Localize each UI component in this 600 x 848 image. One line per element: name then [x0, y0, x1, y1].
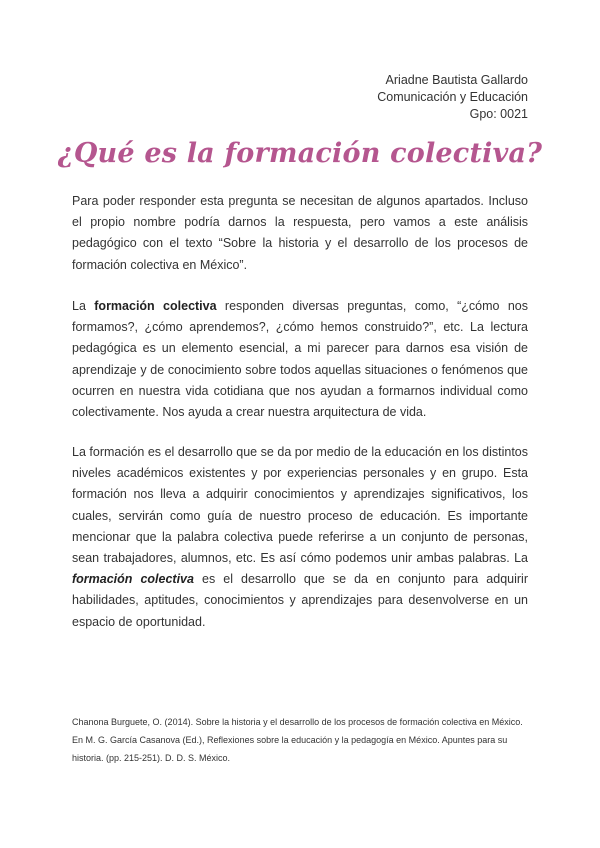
- author-name: Ariadne Bautista Gallardo: [385, 73, 528, 87]
- paragraph-text: responden diversas preguntas, como, “¿cómo nos formamos?, ¿cómo aprendemos?, ¿cómo hemos construido?”, etc. La lectura pedagógica es un elemento esencial, a mi parecer para darnos esa visión de aprendizaje y de conocimiento sobre todos aquellas situaciones o fenómenos que ocurren en nuestra vida cotidiana que nos ayudan a formarnos individual como colectivamente. Nos ayuda a crear nuestra arquitectura de vida.: [72, 299, 528, 420]
- subject-name: Comunicación y Educación: [377, 90, 528, 104]
- paragraph-definition: [72, 296, 528, 423]
- paragraph-intro: Para poder responder esta pregunta se necesitan de algunos apartados. Incluso el propio nombre podría darnos la respuesta, pero vamos a este análisis pedagógico con el texto “Sobre la historia y el desarrollo de los procesos de formación colectiva en México”.: [72, 194, 528, 272]
- paragraph-formation: [72, 442, 528, 633]
- paragraph-text: La formación es el desarrollo que se da por medio de la educación en los distintos niveles académicos existentes y por experiencias personales y en grupo. Esta formación nos lleva a adquirir conocimientos y aprendizajes significativos, los cuales, servirán como guía de nuestro proceso de educación. Es importante mencionar que la palabra colectiva puede referirse a un conjunto de personas, sean trabajadores, alumnos, etc. Es así cómo podemos unir ambas palabras. La: [72, 445, 528, 566]
- document-title: ¿Qué es la formación colectiva?: [57, 138, 543, 169]
- group-number: Gpo: 0021: [469, 107, 528, 121]
- bold-term: formación colectiva: [94, 299, 217, 313]
- bold-italic-term: formación colectiva: [72, 572, 194, 587]
- header-block: [377, 72, 528, 123]
- paragraph-text: La: [72, 299, 95, 313]
- bibliographic-reference: Chanona Burguete, O. (2014). Sobre la historia y el desarrollo de los procesos de formación colectiva en México. En M. G. García Casanova (Ed.), Reflexiones sobre la educación y la pedagogía en México. Apuntes para su historia. (pp. 215-251). D. D. S. México.: [72, 717, 523, 763]
- paragraph-text: es el desarrollo que se da en conjunto para adquirir habilidades, aptitudes, conocimientos y aprendizajes para desenvolverse en un espacio de oportunidad.: [72, 572, 528, 629]
